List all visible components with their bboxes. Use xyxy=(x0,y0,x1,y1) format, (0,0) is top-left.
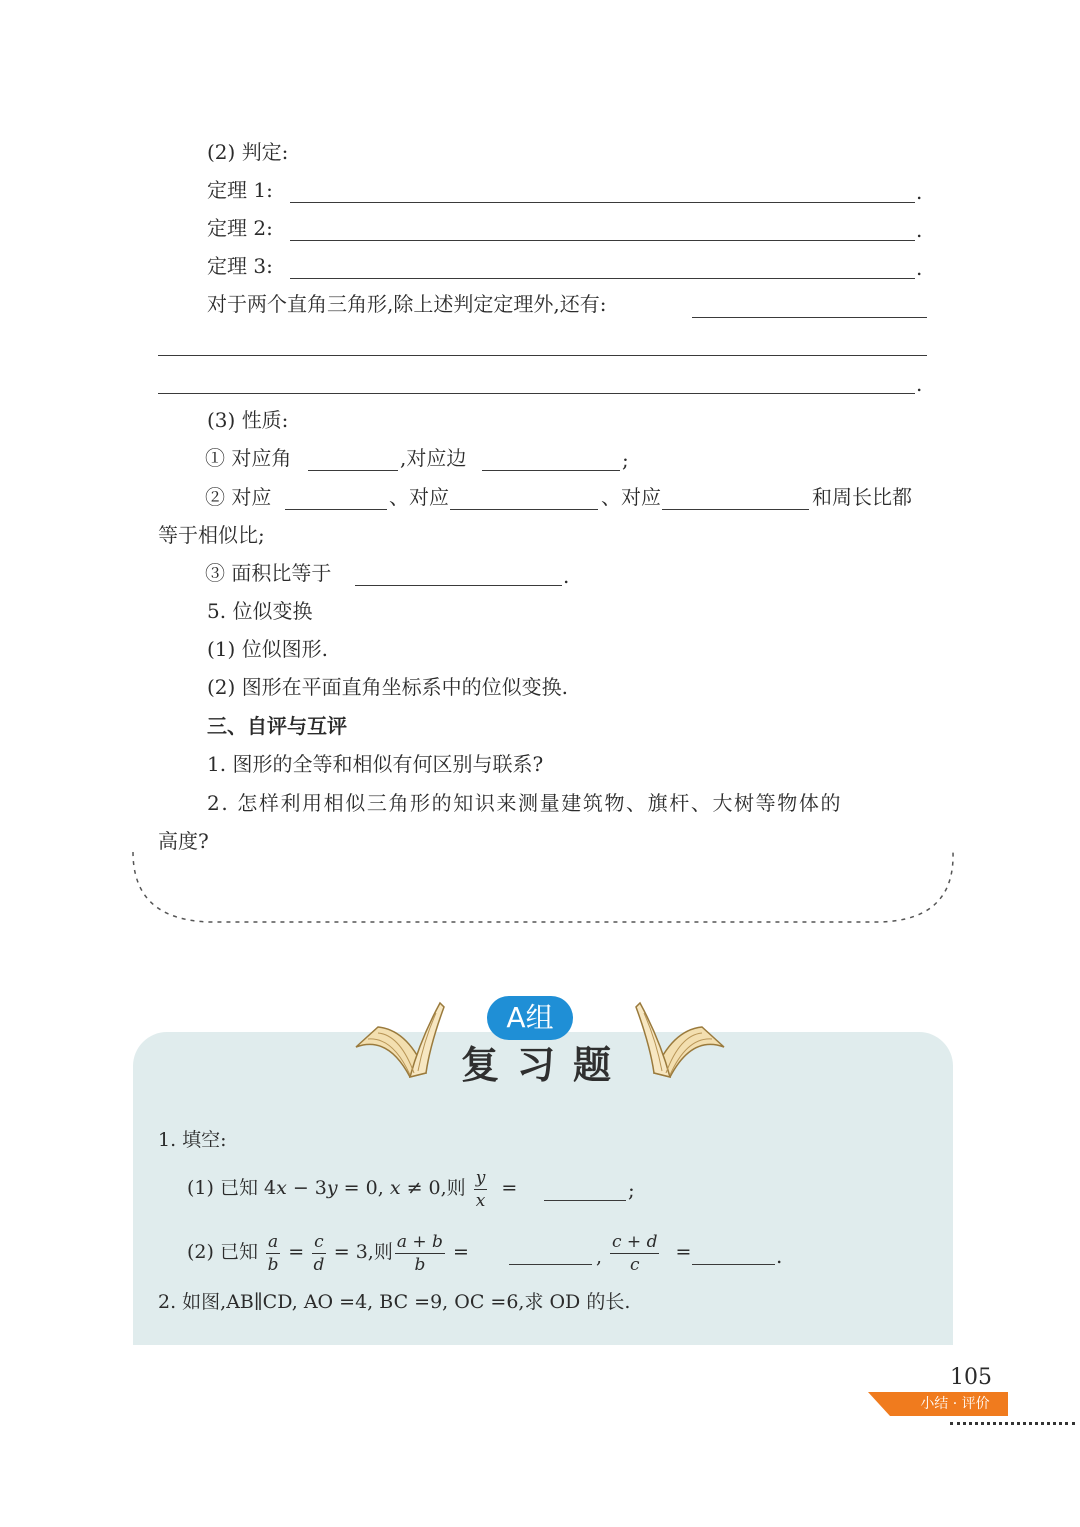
theorem1-period: . xyxy=(916,180,923,204)
review-q1-1-num: y xyxy=(475,1167,486,1188)
self-review-heading: 三、自评与互评 xyxy=(207,714,347,738)
property-item2-a: ② 对应 xyxy=(205,485,272,509)
review-q1-2-fraction-3 xyxy=(395,1231,445,1276)
property-item1-end: ; xyxy=(622,448,629,472)
review-q1-1-equals: = xyxy=(501,1177,518,1199)
property-item2-cont: 等于相似比; xyxy=(158,523,265,547)
footer-dots xyxy=(950,1418,1075,1425)
review-q1-1-eq: = 0, xyxy=(337,1177,390,1199)
review-q1-2-fraction-1 xyxy=(266,1231,280,1276)
review-q1-2-f3-den: b xyxy=(414,1254,426,1275)
review-q1-1 xyxy=(187,1162,517,1214)
self-review-q2-cont: 高度? xyxy=(158,829,209,853)
theorem2-period: . xyxy=(916,218,923,242)
review-title: 复习题 xyxy=(460,1043,629,1087)
review-q1-1-x: x xyxy=(276,1177,287,1199)
review-q1-1-mid: − 3 xyxy=(286,1177,327,1199)
theorem2-label: 定理 2: xyxy=(207,216,273,240)
review-q1-2-fraction-2 xyxy=(312,1231,326,1276)
property-item2-b: 、对应 xyxy=(389,485,449,509)
review-q1-2-prefix: (2) 已知 xyxy=(187,1241,258,1263)
section-tab-label: 小结 · 评价 xyxy=(920,1396,990,1412)
property-item3: ③ 面积比等于 xyxy=(205,561,332,585)
self-review-q1: 1. 图形的全等和相似有何区别与联系? xyxy=(207,752,544,776)
property-heading: (3) 性质: xyxy=(207,408,289,432)
review-q1: 1. 填空: xyxy=(158,1129,227,1151)
review-q1-1-y: y xyxy=(326,1177,338,1199)
open-book-right-icon xyxy=(632,995,732,1085)
property-item2-c: 、对应 xyxy=(601,485,661,509)
review-q1-2-fraction-4 xyxy=(610,1231,659,1276)
review-q1-2-f1-den: b xyxy=(267,1254,279,1275)
review-q1-2-f3-num: a + b xyxy=(396,1231,443,1252)
theorem1-label: 定理 1: xyxy=(207,178,273,202)
review-q1-1-den: x xyxy=(475,1190,486,1211)
right-triangle-period: . xyxy=(916,372,923,396)
homothety-heading: 5. 位似变换 xyxy=(207,599,313,623)
right-triangle-text: 对于两个直角三角形,除上述判定定理外,还有: xyxy=(207,292,607,316)
judgement-heading: (2) 判定: xyxy=(207,140,289,164)
review-q2: 2. 如图,AB∥CD, AO =4, BC =9, OC =6,求 OD 的长. xyxy=(158,1291,631,1313)
review-q1-2-f2-den: d xyxy=(313,1254,325,1275)
review-q1-2-eq4: = xyxy=(675,1241,692,1263)
review-q1-1-fraction xyxy=(474,1167,488,1212)
homothety-item1: (1) 位似图形. xyxy=(207,637,329,661)
page-number: 105 xyxy=(950,1365,992,1390)
review-q1-2-eq3: = xyxy=(452,1241,469,1263)
theorem3-period: . xyxy=(916,256,923,280)
review-q1-2-part2 xyxy=(608,1226,691,1278)
review-q1-1-ne: ≠ 0,则 xyxy=(400,1177,466,1199)
review-q1-1-blank[interactable] xyxy=(544,1200,626,1201)
self-review-q2: 2. 怎样利用相似三角形的知识来测量建筑物、旗杆、大树等物体的 xyxy=(207,791,843,815)
property-item3-end: . xyxy=(563,564,570,588)
homothety-item2: (2) 图形在平面直角坐标系中的位似变换. xyxy=(207,675,569,699)
property-item1-b: ,对应边 xyxy=(400,446,467,470)
review-q1-1-x2: x xyxy=(389,1177,401,1199)
property-item1-a: ① 对应角 xyxy=(205,446,292,470)
review-q1-2-f1-num: a xyxy=(268,1231,279,1252)
review-q1-2 xyxy=(187,1226,469,1278)
review-q1-1-prefix: (1) 已知 4 xyxy=(187,1177,277,1199)
review-q1-2-eq2: = 3,则 xyxy=(333,1241,393,1263)
review-q1-1-end: ; xyxy=(628,1178,635,1202)
theorem3-label: 定理 3: xyxy=(207,254,273,278)
property-item2-d: 和周长比都 xyxy=(812,485,912,509)
review-q1-2-f2-num: c xyxy=(314,1231,324,1252)
review-q1-2-comma: , xyxy=(596,1246,603,1268)
review-q1-2-f4-den: c xyxy=(629,1254,640,1275)
review-q1-2-blank-1[interactable] xyxy=(509,1264,592,1265)
review-q1-2-f4-num: c + d xyxy=(612,1231,658,1252)
review-q1-2-end: . xyxy=(776,1244,783,1268)
review-q1-2-eq1: = xyxy=(288,1241,305,1263)
review-q1-2-blank-2[interactable] xyxy=(692,1264,775,1265)
open-book-left-icon xyxy=(348,995,448,1085)
group-badge: A组 xyxy=(487,996,573,1040)
